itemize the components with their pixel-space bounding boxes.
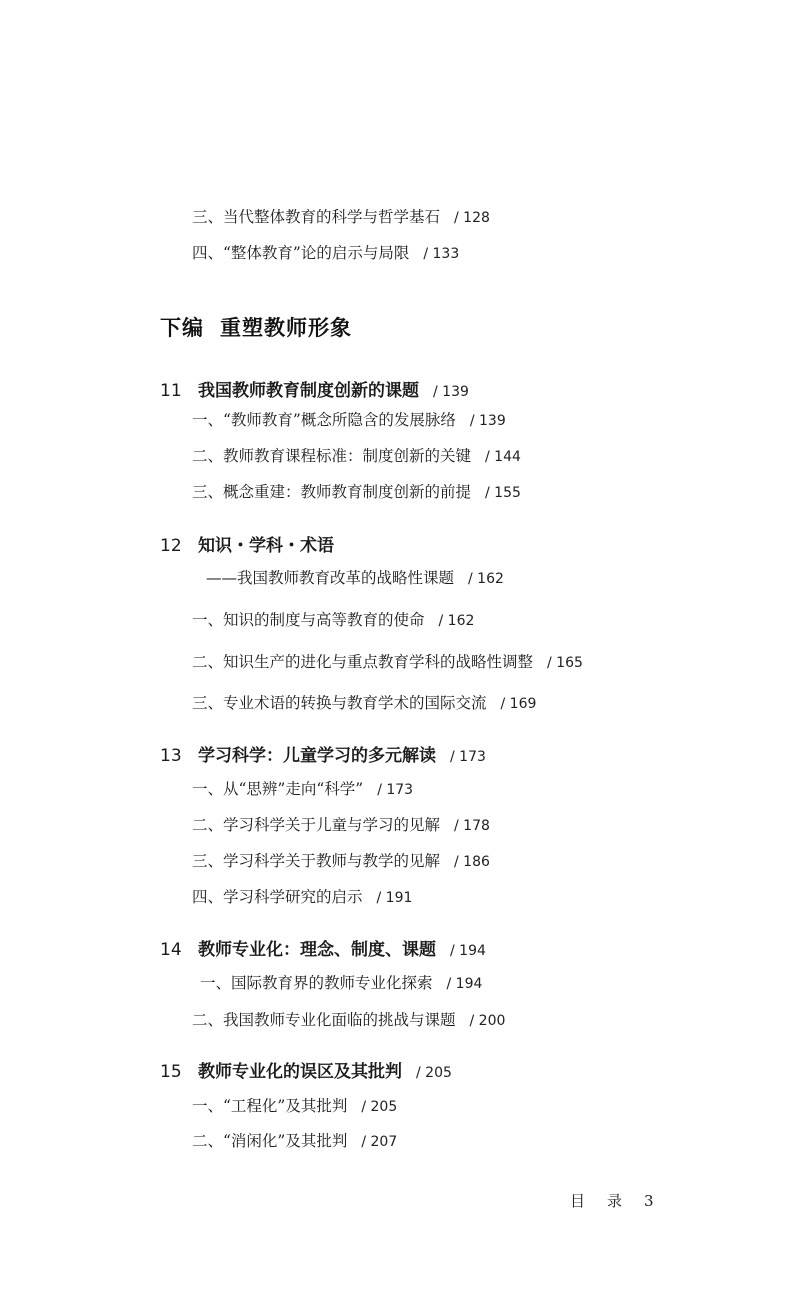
toc-entry-text: 一、“工程化”及其批判 [192, 1097, 348, 1115]
toc-entry-text: 二、知识生产的进化与重点教育学科的战略性调整 [192, 653, 534, 671]
toc-entry-page: / 173 [377, 782, 414, 798]
toc-entry-page: / 139 [469, 413, 506, 429]
toc-entry[interactable] [192, 652, 583, 673]
toc-entry[interactable] [192, 693, 536, 714]
page-footer [570, 1190, 654, 1211]
chapter-subtitle[interactable] [206, 568, 504, 589]
toc-entry[interactable] [192, 1096, 397, 1117]
toc-entry-page: / 162 [438, 613, 475, 629]
chapter-title: 教师专业化：理念、制度、课题 [198, 940, 436, 960]
toc-entry-page: / 178 [454, 818, 490, 834]
toc-entry-text: 四、学习科学研究的启示 [192, 888, 363, 906]
toc-entry-text: 三、专业术语的转换与教育学术的国际交流 [192, 694, 487, 712]
chapter-subtitle-page: / 162 [468, 571, 504, 587]
toc-entry-text: 二、“消闲化”及其批判 [192, 1132, 348, 1150]
chapter-title: 我国教师教育制度创新的课题 [198, 381, 419, 401]
chapter-title: 知识・学科・术语 [198, 536, 334, 556]
chapter-heading[interactable] [160, 940, 486, 961]
footer-label-1: 目 [570, 1192, 586, 1210]
toc-entry-text: 二、我国教师专业化面临的挑战与课题 [192, 1011, 456, 1029]
chapter-number: 14 [160, 940, 182, 960]
part-label: 下编 [160, 316, 204, 340]
toc-entry[interactable] [200, 973, 482, 994]
toc-entry-page: / 205 [361, 1099, 398, 1115]
chapter-number: 15 [160, 1062, 182, 1082]
toc-entry[interactable] [192, 446, 521, 467]
toc-entry-page: / 144 [485, 449, 521, 465]
toc-entry[interactable] [192, 1010, 505, 1031]
toc-entry-page: / 194 [446, 976, 483, 992]
toc-entry-page: / 191 [376, 890, 413, 906]
chapter-number: 13 [160, 746, 182, 766]
chapter-number: 12 [160, 536, 182, 556]
toc-entry-page: / 207 [361, 1134, 398, 1150]
toc-entry[interactable] [192, 779, 413, 800]
chapter-subtitle-text: ——我国教师教育改革的战略性课题 [206, 569, 455, 587]
chapter-number: 11 [160, 381, 182, 401]
toc-entry-page: / 186 [454, 854, 490, 870]
chapter-page: / 205 [416, 1065, 452, 1081]
toc-entry[interactable] [192, 482, 521, 503]
toc-entry-text: 一、知识的制度与高等教育的使命 [192, 611, 425, 629]
chapter-page: / 139 [433, 384, 469, 400]
toc-entry[interactable] [192, 410, 506, 431]
toc-entry-page: / 169 [500, 696, 537, 712]
toc-entry-text: 三、当代整体教育的科学与哲学基石 [192, 208, 441, 226]
chapter-title: 教师专业化的误区及其批判 [198, 1062, 402, 1082]
toc-entry-text: 二、教师教育课程标准：制度创新的关键 [192, 447, 472, 465]
toc-entry-page: / 165 [547, 655, 583, 671]
chapter-page: / 173 [450, 749, 486, 765]
toc-entry-text: 一、国际教育界的教师专业化探索 [200, 974, 433, 992]
toc-entry[interactable] [192, 815, 490, 836]
toc-entry[interactable] [192, 207, 490, 228]
chapter-heading[interactable] [160, 1062, 452, 1083]
part-heading [160, 312, 352, 342]
part-title: 重塑教师形象 [220, 316, 352, 340]
toc-entry-text: 二、学习科学关于儿童与学习的见解 [192, 816, 441, 834]
chapter-heading[interactable] [160, 381, 469, 402]
footer-page-number: 3 [644, 1192, 654, 1210]
toc-entry-page: / 133 [423, 246, 460, 262]
toc-entry[interactable] [192, 887, 412, 908]
chapter-heading[interactable] [160, 536, 334, 556]
toc-entry[interactable] [192, 610, 474, 631]
toc-entry-text: 三、学习科学关于教师与教学的见解 [192, 852, 441, 870]
chapter-title: 学习科学：儿童学习的多元解读 [198, 746, 436, 766]
toc-entry-text: 四、“整体教育”论的启示与局限 [192, 244, 410, 262]
toc-entry[interactable] [192, 243, 459, 264]
toc-entry-text: 一、从“思辨”走向“科学” [192, 780, 364, 798]
toc-entry[interactable] [192, 851, 490, 872]
toc-entry-page: / 155 [485, 485, 521, 501]
toc-entry-text: 一、“教师教育”概念所隐含的发展脉络 [192, 411, 456, 429]
chapter-heading[interactable] [160, 746, 486, 767]
toc-entry-text: 三、概念重建：教师教育制度创新的前提 [192, 483, 472, 501]
toc-entry-page: / 128 [454, 210, 490, 226]
chapter-page: / 194 [450, 943, 486, 959]
toc-entry-page: / 200 [469, 1013, 506, 1029]
toc-entry[interactable] [192, 1131, 397, 1152]
footer-label-2: 录 [607, 1192, 623, 1210]
